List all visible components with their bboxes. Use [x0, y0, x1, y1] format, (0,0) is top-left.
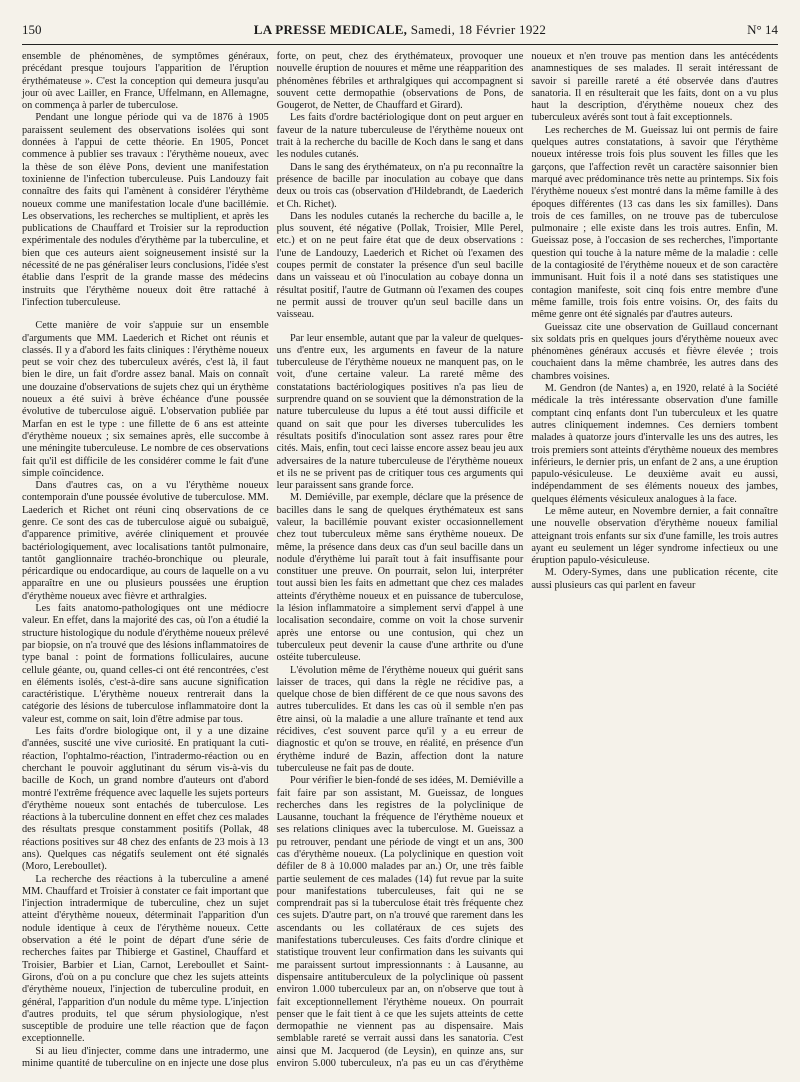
paragraph: Les faits d'ordre biologique ont, il y a une dizaine d'années, suscité une vive curiosité. En pratiquant la cuti-réaction, l'ophtalmo-réaction, l'intradermo-réaction ou en cherchant le pouvoir agglutinant du sérum vis-à-vis du bacille de Koch, un grand nombre d'auteurs ont d'abord montré l'extrême fréquence avec laquelle les sujets porteurs d'érythème noueux sont entachés de tuberculose. Les réactions à la tuberculine donnent en effet chez ces malades des résultats presque constamment positifs (Pollak, 48 réactions positives sur 48 chez des enfants de 23 mois à 13 ans). Quelques cas négatifs seulement ont été signalés (Moro, Lereboullet).: [22, 726, 269, 873]
paragraph: M. Odery-Symes, dans une publication récente, cite aussi plusieurs cas qui parlent en faveur: [531, 567, 778, 591]
issue-date: Samedi, 18 Février 1922: [410, 22, 547, 37]
paragraph: Les recherches de M. Gueissaz lui ont permis de faire quelques autres constatations, à savoir que l'érythème noueux intéresse trois fois plus souvent les filles que les garçons, que l'affection revêt un caractère saisonnier bien marqué avec prédominance très nette au printemps. Six fois l'érythème noueux s'est montré dans la même famille à des époques différentes (13 cas dans les six familles). Dans trois de ces familles, on ne trouve pas de tuberculose pulmonaire ; elle existe dans les trois autres. Enfin, M. Gueissaz pose, à l'occasion de ses recherches, l'importante question qui touche à la nature même de la maladie : celle de la contagiosité de l'érythème noueux et de son caractère immunisant. Huit fois il a noté dans ses statistiques une contagion manifeste, soit cinq fois entre membre d'une même famille, trois fois entre voisins. Or, des faits du même genre ont été signalés par d'autres auteurs.: [531, 124, 778, 321]
paragraph: M. Gendron (de Nantes) a, en 1920, relaté à la Société médicale la très intéressante observation d'une famille comptant cinq enfants dont l'un tuberculeux et les quatre autres cliniquement indemnes. Ces derniers tombent malades à quatorze jours d'intervalle les uns des autres, les trois premiers sont atteints d'érythème noueux des membres inférieurs, le dernier pris, un enfant de 2 ans, a une éruption papulo-vésiculeuse. Le deuxième avait eu aussi, indépendamment de ses éléments noueux des jambes, quelques éléments vésiculeux analogues à la face.: [531, 383, 778, 505]
paragraph: Dans le sang des érythémateux, on n'a pu reconnaître la présence de bacille par inoculation au cobaye que dans deux ou trois cas (observation d'Hildebrandt, de Laederich et Ch. Richet).: [276, 161, 524, 210]
paragraph: Pour vérifier le bien-fondé de ses idées, M. Demiéville a fait faire par son assistant, M. Gueissaz, de longues recherches dans les registres de la polyclinique de Lausanne, touchant la fréquence de l'érythème noueux et ses relations cliniques avec la tuberculose. M. Gueissaz a pu retrouver, pendant une période de vingt et un ans, 300 cas d'érythème noueux. (La polyclinique en question voit défiler de 8 à 10.000 malades par an.) Or, une très faible partie seulement de ces malades (14) fut revue par la suite pour manifestations tuberculeuses, fait qui ne se comprendrait pas si la tuberculose était très fréquente chez ces sujets. D'autre part, on n'a trouvé que rarement dans les ascendants ou les collatéraux de ces sujets des manifestations tuberculeuses. Ces faits d'ordre clinique et statistique trouvent leur confirmation dans les suivants qui me paraissent surtout impressionnants : à Lausanne, au dispensaire antituberculeux de la polyclinique où passent environ 1.000 tuberculeux par an, on n'observe que tout à fait exceptionnellement l'érythème noueux. On pourrait penser que le fait tient à ce que les sujets atteints de cette dermopathie ne viennent pas au dispensaire. Mais semblable rareté se verrait aussi dans les sanatoria. C'est ainsi que M. Jacquerod (de Leysin), en quinze ans, sur environ 5.000 tuberculeux, n'a pas eu un cas d'érythème noueux et n'en trouve pas mention dans les antécédents anamnestiques de ses malades. Il serait intéressant de savoir si pareille rareté a été observée dans d'autres sanatoria. Il en résulterait que les faits, dont on a vu plus haut la description, d'érythème noueux chez des tuberculeux avérés sont tout à fait exceptionnels.: [276, 51, 778, 1070]
paragraph: ensemble de phénomènes, de symptômes généraux, précédant presque toujours l'apparition de l'éruption érythémateuse ». C'est la conception qui demeura jusqu'au jour où avec Lailler, en France, Uffelmann, en Allemagne, on commença à parler de tuberculose.: [22, 51, 269, 112]
paragraph: Si au lieu d'injecter, comme dans une intradermo, une minime quantité de tuberculine on en injecte une dose plus forte, on peut, chez des érythémateux, provoquer une nouvelle éruption de nouures et même une réapparition des phénomènes fébriles et arthralgiques qui accompagnent si souvent cette dermopathie (observations de Pons, de Gougerot, de Netter, de Chauffard et Girard).: [22, 51, 524, 1070]
paragraph: Dans d'autres cas, on a vu l'érythème noueux contemporain d'une poussée évolutive de tuberculose. MM. Laederich et Richet ont réuni cinq observations de ce genre. Ce sont des cas de tuberculose aiguë ou subaiguë, d'apparence primitive, avérée cliniquement et prouvée bactériologiquement, avec localisations tantôt pulmonaire, tantôt ganglionnaire trachéo-bronchique ou pleurale, péricardique ou endocardique, au cours de laquelle on a vu apparaître en une ou plusieurs poussées une éruption d'érythème noueux avec fièvre et arthralgies.: [22, 480, 269, 602]
paragraph: Pendant une longue période qui va de 1876 à 1905 paraissent seulement des observations isolées qui sont données à l'appui de cette théorie. En 1905, Poncet commence à publier ses travaux : l'érythème noueux, avec la thèse de son élève Pons, devient une manifestation toxinienne de l'infection tuberculeuse. Puis Landouzy fait connaître des faits qui l'amènent à considérer l'érythème noueux comme une manifestation locale d'une bacillémie. Les observations, les recherches se multiplient, et après les publications de Chauffard et Troisier sur la reproduction expérimentale des nodules d'érythème par la tuberculine, et bien que ces auteurs aient soigneusement insisté sur la nécessité de ne pas généraliser leurs conclusions, l'idée s'est établie dans l'esprit de la grande masse des médecins instruits que l'érythème noueux doit être rattaché à l'infection tuberculeuse.: [22, 112, 269, 308]
paragraph: Gueissaz cite une observation de Guillaud concernant six soldats pris en quelques jours d'érythème noueux avec phénomènes généraux accusés et fièvre élevée ; trois couchaient dans la même chambrée, les autres dans des chambres voisines.: [531, 321, 778, 382]
paragraph: La recherche des réactions à la tuberculine a amené MM. Chauffard et Troisier à constater ce fait important que l'injection intradermique de tuberculine, chez un sujet atteint d'érythème noueux, déterminait l'apparition d'un nodule identique à ceux de l'érythème noueux. Cette observation a été le point de départ d'une série de recherches faites par Thibierge et Gastinel, Chauffard et Troisier, Barbier et Lian, Carnot, Lereboullet et Saint-Girons, d'où on a pu conclure que chez les sujets atteints d'érythème noueux, l'injection de tuberculine produit, en général, l'apparition d'un nodule du même type. L'injection d'autres produits, tel que sérum physiologique, n'est susceptible de produire une telle réaction que de façon exceptionnelle.: [22, 873, 269, 1045]
paragraph: L'évolution même de l'érythème noueux qui guérit sans laisser de traces, qui dans la règle ne récidive pas, a quelque chose de bien différent de ce que nous savons des autres tuberculides. Et dans les cas où il semble n'en pas être ainsi, où la maladie a une allure traînante et tend aux récidives, c'est souvent parce qu'il y a eu erreur de diagnostic et qu'on se trouve, en réalité, en présence d'un érythème induré de Bazin, affection dont la nature tuberculeuse ne fait pas de doute.: [276, 664, 524, 774]
paragraph: Par leur ensemble, autant que par la valeur de quelques-uns d'entre eux, les arguments en faveur de la nature tuberculeuse de l'érythème noueux ne manquent pas, on le voit, d'une certaine valeur. La rareté même des constatations bactériologiques positives n'a pas lieu de surprendre quand on se souvient que la démonstration de la nature tuberculeuse du lupus a été tout aussi difficile et quand on sait que pour les diverses tuberculides les résultats positifs d'inoculation sont assez rares pour être cités. Mais, enfin, tout ceci laisse encore assez beau jeu aux adversaires de la nature tuberculeuse de l'érythème noueux et ils ne se privent pas de critiquer tous ces arguments qui leur paraissent sans grande force.: [276, 332, 524, 492]
paragraph: Dans les nodules cutanés la recherche du bacille a, le plus souvent, été négative (Pollak, Troisier, Mlle Perel, etc.) et on ne peut faire état que de deux observations : l'une de Landouzy, Laederich et Richet où l'examen des coupes permit de constater la présence d'un seul bacille dans un vaisseau et où l'inoculation au cobaye donna un résultat positif, l'autre de Gutmann où l'examen des coupes ne permit aussi de trouver qu'un seul bacille dans un vaisseau.: [276, 210, 524, 321]
article-body: [22, 51, 778, 1077]
paragraph: M. Demiéville, par exemple, déclare que la présence de bacilles dans le sang de quelques érythémateux est sans valeur, la bacillémie pouvant exister occasionnellement chez tout tuberculeux même sans érythème noueux. De même, la présence dans deux cas d'un seul bacille dans un nodule d'érythème lui paraît tout à fait insuffisante pour constituer une preuve. On pourrait, selon lui, interpréter tout aussi bien les faits en admettant que chez ces malades atteints d'érythème noueux et en puissance de tuberculose, la lésion inflammatoire a simplement servi d'appel à une localisation secondaire, comme on voit la chose survenir après une entorse ou une contusion, qui chez un tuberculeux peut devenir la cause d'une arthrite ou d'une ostéite tuberculeuse.: [276, 492, 524, 664]
header-rule: [22, 44, 778, 45]
paragraph: Les faits anatomo-pathologiques ont une médiocre valeur. En effet, dans la majorité des cas, où l'on a étudié la structure histologique du nodule d'érythème noueux prélevé par biopsie, on n'a trouvé que des lésions inflammatoires de type banal : point de formations folliculaires, aucune cellule géante, ou, quand celles-ci ont été rencontrées, c'est en éléments isolés, c'est-à-dire sans aucune signification caractéristique. L'érythème noueux rentrerait dans la catégorie des lésions de tuberculose inflammatoire dont la valeur est, comme on sait, loin d'être admise par tous.: [22, 603, 269, 725]
running-title: [22, 22, 778, 38]
paragraph: Les faits d'ordre bactériologique dont on peut arguer en faveur de la nature tuberculeuse de l'érythème noueux ont trait à la recherche du bacille de Koch dans le sang et dans les nodules cutanés.: [276, 112, 524, 161]
page-header: [22, 22, 778, 40]
paragraph: Le même auteur, en Novembre dernier, a fait connaître une nouvelle observation d'érythème noueux familial atteignant trois enfants sur six d'une famille, les trois autres ayant eu seulement un léger syndrome infectieux ou une éruption papulo-vésiculeuse.: [531, 505, 778, 567]
paragraph: Cette manière de voir s'appuie sur un ensemble d'arguments que MM. Laederich et Richet ont réunis et classés. Il y a d'abord les faits cliniques : l'érythème noueux peut se voir chez des tuberculeux avérés, c'est là, il faut bien le dire, un fait d'ordre assez banal. Mais on connaît une douzaine d'observations de sujets chez qui un érythème noueux a été suivi à brève échéance d'une poussée évolutive de tuberculose aiguë. L'observation publiée par Marfan en est le type : une fillette de 6 ans est atteinte d'érythème noueux ; six semaines après, elle succombe à une méningite tuberculeuse. Le nombre de ces observations fait qu'il est difficile de les considérer comme le fait d'une simple coïncidence.: [22, 320, 269, 479]
page-number: 150: [22, 22, 42, 37]
publication-name: LA PRESSE MEDICALE,: [253, 22, 408, 37]
issue-number: N° 14: [747, 22, 778, 37]
